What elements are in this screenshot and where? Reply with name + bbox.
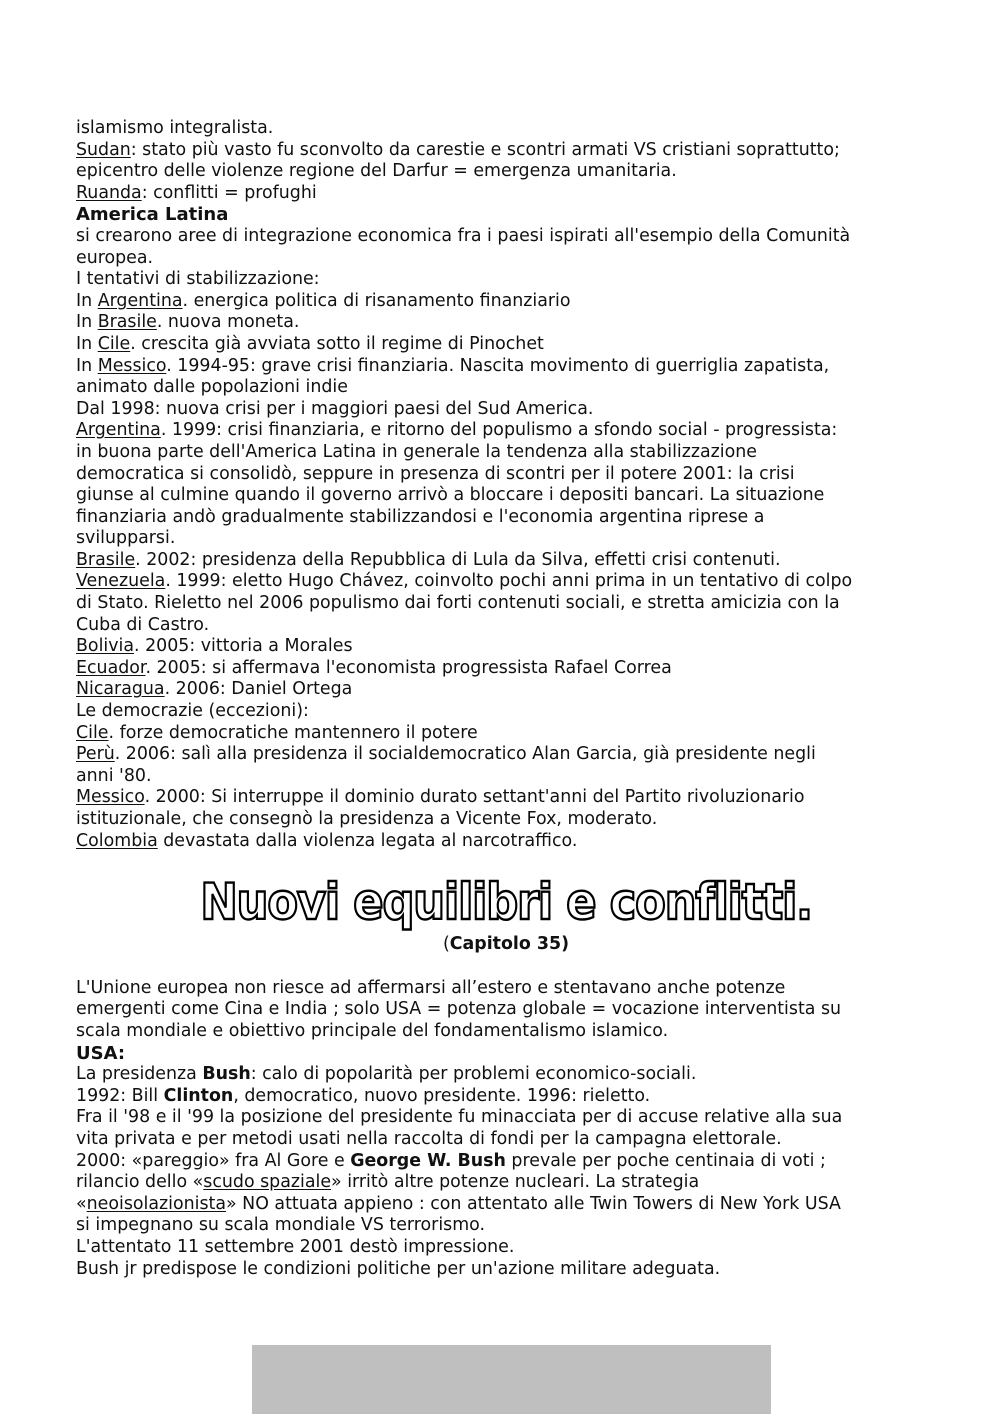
text-line — [76, 571, 936, 593]
text-line — [76, 356, 936, 378]
text-span: . crescita già avviata sotto il regime di Pinochet — [130, 333, 544, 354]
text-line — [76, 1064, 936, 1086]
chapter-title: Nuovi equilibri e conflitti. — [200, 873, 812, 932]
text-line — [76, 334, 936, 356]
chapter-number: Capitolo 35) — [449, 934, 570, 955]
document-page — [76, 118, 936, 1280]
text-span: . 2006: Daniel Ortega — [164, 679, 353, 700]
text-span: : calo di popolarità per problemi economico-sociali. — [250, 1064, 697, 1085]
text-span: . 1994-95: grave crisi finanziaria. Nascita movimento di guerriglia zapatista, — [166, 355, 830, 376]
text-span: In — [76, 312, 98, 333]
text-span: . 2005: vittoria a Morales — [134, 636, 353, 657]
text-line: in buona parte dell'America Latina in generale la tendenza alla stabilizzazione — [76, 441, 757, 462]
text-span: . 2002: presidenza della Repubblica di Lula da Silva, effetti crisi contenuti. — [135, 549, 781, 570]
text-line: Cuba di Castro. — [76, 614, 210, 635]
country-nicaragua: Nicaragua — [76, 679, 165, 700]
text-span: In — [76, 333, 98, 354]
text-span: « — [76, 1193, 87, 1214]
text-line: L'Unione europea non riesce ad affermarsi all’estero e stentavano anche potenze — [76, 977, 786, 998]
country-ruanda: Ruanda — [76, 182, 142, 203]
country-brasile: Brasile — [76, 549, 136, 570]
text-line: si impegnano su scala mondiale VS terrorismo. — [76, 1215, 486, 1236]
text-line — [76, 723, 936, 745]
text-span: . forze democratiche mantennero il potere — [108, 722, 478, 743]
text-span: . 2000: Si interruppe il dominio durato settant'anni del Partito rivoluzionario — [144, 787, 805, 808]
text-span: prevale per poche centinaia di voti ; — [505, 1150, 826, 1171]
text-line: Bush jr predispose le condizioni politiche per un'azione militare adeguata. — [76, 1258, 721, 1279]
text-span: In — [76, 355, 98, 376]
text-span: In — [76, 290, 98, 311]
text-line — [76, 787, 936, 809]
country-colombia: Colombia — [76, 830, 158, 851]
text-line: europea. — [76, 247, 154, 268]
text-line: finanziaria andò gradualmente stabilizzandosi e l'economia argentina riprese a — [76, 506, 765, 527]
text-line — [76, 679, 936, 701]
text-line: I tentativi di stabilizzazione: — [76, 269, 320, 290]
country-cile: Cile — [76, 722, 109, 743]
text-line: si crearono aree di integrazione economica fra i paesi ispirati all'esempio della Comunità — [76, 225, 851, 246]
bold-name: Clinton — [163, 1085, 234, 1106]
text-line: giunse al culmine quando il governo arrivò a bloccare i depositi bancari. La situazione — [76, 485, 825, 506]
text-line — [76, 1194, 936, 1216]
country-cile: Cile — [97, 333, 131, 354]
text-line: democratica si consolidò, seppure in presenza di scontri per il potere 2001: la crisi — [76, 463, 795, 484]
text-line: epicentro delle violenze regione del Darfur = emergenza umanitaria. — [76, 161, 677, 182]
text-span: . nuova moneta. — [156, 312, 300, 333]
text-line — [76, 1172, 936, 1194]
text-span: ( — [442, 934, 450, 955]
text-span: » NO attuata appieno : con attentato alle Twin Towers di New York USA — [226, 1193, 841, 1214]
text-span: devastata dalla violenza legata al narcotraffico. — [157, 830, 578, 851]
country-argentina: Argentina — [97, 290, 183, 311]
country-sudan: Sudan — [76, 139, 131, 160]
country-ecuador: Ecuador — [76, 657, 146, 678]
text-span: . energica politica di risanamento finanziario — [182, 290, 571, 311]
text-span: rilancio dello « — [76, 1172, 204, 1193]
text-span: La presidenza — [76, 1064, 203, 1085]
country-bolivia: Bolivia — [76, 636, 135, 657]
text-span: : stato più vasto fu sconvolto da carestie e scontri armati VS cristiani soprattutto; — [130, 139, 840, 160]
text-line — [76, 658, 936, 680]
text-line: scala mondiale e obiettivo principale del fondamentalismo islamico. — [76, 1020, 669, 1041]
text-line: di Stato. Rieletto nel 2006 populismo dai forti contenuti sociali, e stretta amicizia con la — [76, 593, 840, 614]
chapter-label — [76, 934, 936, 956]
text-span: . 1999: eletto Hugo Chávez, coinvolto pochi anni prima in un tentativo di colpo — [165, 571, 853, 592]
term-scudo-spaziale: scudo spaziale — [203, 1172, 332, 1193]
chapter-title-wrap — [76, 868, 936, 936]
text-line: emergenti come Cina e India ; solo USA = potenza globale = vocazione interventista su — [76, 999, 842, 1020]
country-brasile: Brasile — [97, 312, 157, 333]
text-line: anni '80. — [76, 765, 152, 786]
text-span: . 2005: si affermava l'economista progressista Rafael Correa — [145, 657, 672, 678]
bold-name: George W. Bush — [350, 1150, 506, 1171]
text-span: , democratico, nuovo presidente. 1996: rieletto. — [233, 1085, 651, 1106]
text-span: 2000: «pareggio» fra Al Gore e — [76, 1150, 351, 1171]
text-line: vita privata e per metodi usati nella raccolta di fondi per la campagna elettorale. — [76, 1128, 782, 1149]
country-peru: Perù — [76, 744, 115, 765]
text-line: animato dalle popolazioni indie — [76, 377, 348, 398]
text-span: 1992: Bill — [76, 1085, 164, 1106]
country-messico: Messico — [76, 787, 145, 808]
text-span: . 2006: salì alla presidenza il socialdemocratico Alan Garcia, già presidente negli — [114, 744, 816, 765]
text-line: Dal 1998: nuova crisi per i maggiori paesi del Sud America. — [76, 398, 594, 419]
text-line — [76, 636, 936, 658]
text-span: . 1999: crisi finanziaria, e ritorno del populismo a sfondo social - progressista: — [160, 420, 838, 441]
text-line: Le democrazie (eccezioni): — [76, 701, 309, 722]
text-line: svilupparsi. — [76, 528, 176, 549]
section-heading-america-latina: America Latina — [76, 204, 229, 226]
text-span: » irritò altre potenze nucleari. La strategia — [331, 1172, 700, 1193]
footer-gray-box — [252, 1345, 771, 1414]
text-line — [76, 744, 936, 766]
text-line — [76, 183, 936, 205]
section-heading-usa: USA: — [76, 1042, 126, 1064]
term-neoisolazionista: neoisolazionista — [86, 1193, 227, 1214]
text-line — [76, 312, 936, 334]
text-line: islamismo integralista. — [76, 118, 274, 138]
text-line — [76, 1151, 936, 1173]
text-line — [76, 140, 936, 162]
bold-name: Bush — [202, 1064, 251, 1085]
text-line: istituzionale, che consegnò la presidenza a Vicente Fox, moderato. — [76, 809, 658, 829]
text-line — [76, 550, 936, 572]
text-line — [76, 291, 936, 313]
spacer — [76, 956, 936, 978]
text-line — [76, 1086, 936, 1108]
text-line: L'attentato 11 settembre 2001 destò impressione. — [76, 1236, 515, 1257]
text-span: : conflitti = profughi — [141, 182, 317, 203]
country-argentina: Argentina — [76, 420, 161, 441]
country-venezuela: Venezuela — [76, 571, 166, 592]
text-line — [76, 831, 936, 853]
text-line: Fra il '98 e il '99 la posizione del presidente fu minacciata per di accuse relative alla sua — [76, 1107, 843, 1128]
country-messico: Messico — [97, 355, 167, 376]
text-line — [76, 420, 936, 442]
